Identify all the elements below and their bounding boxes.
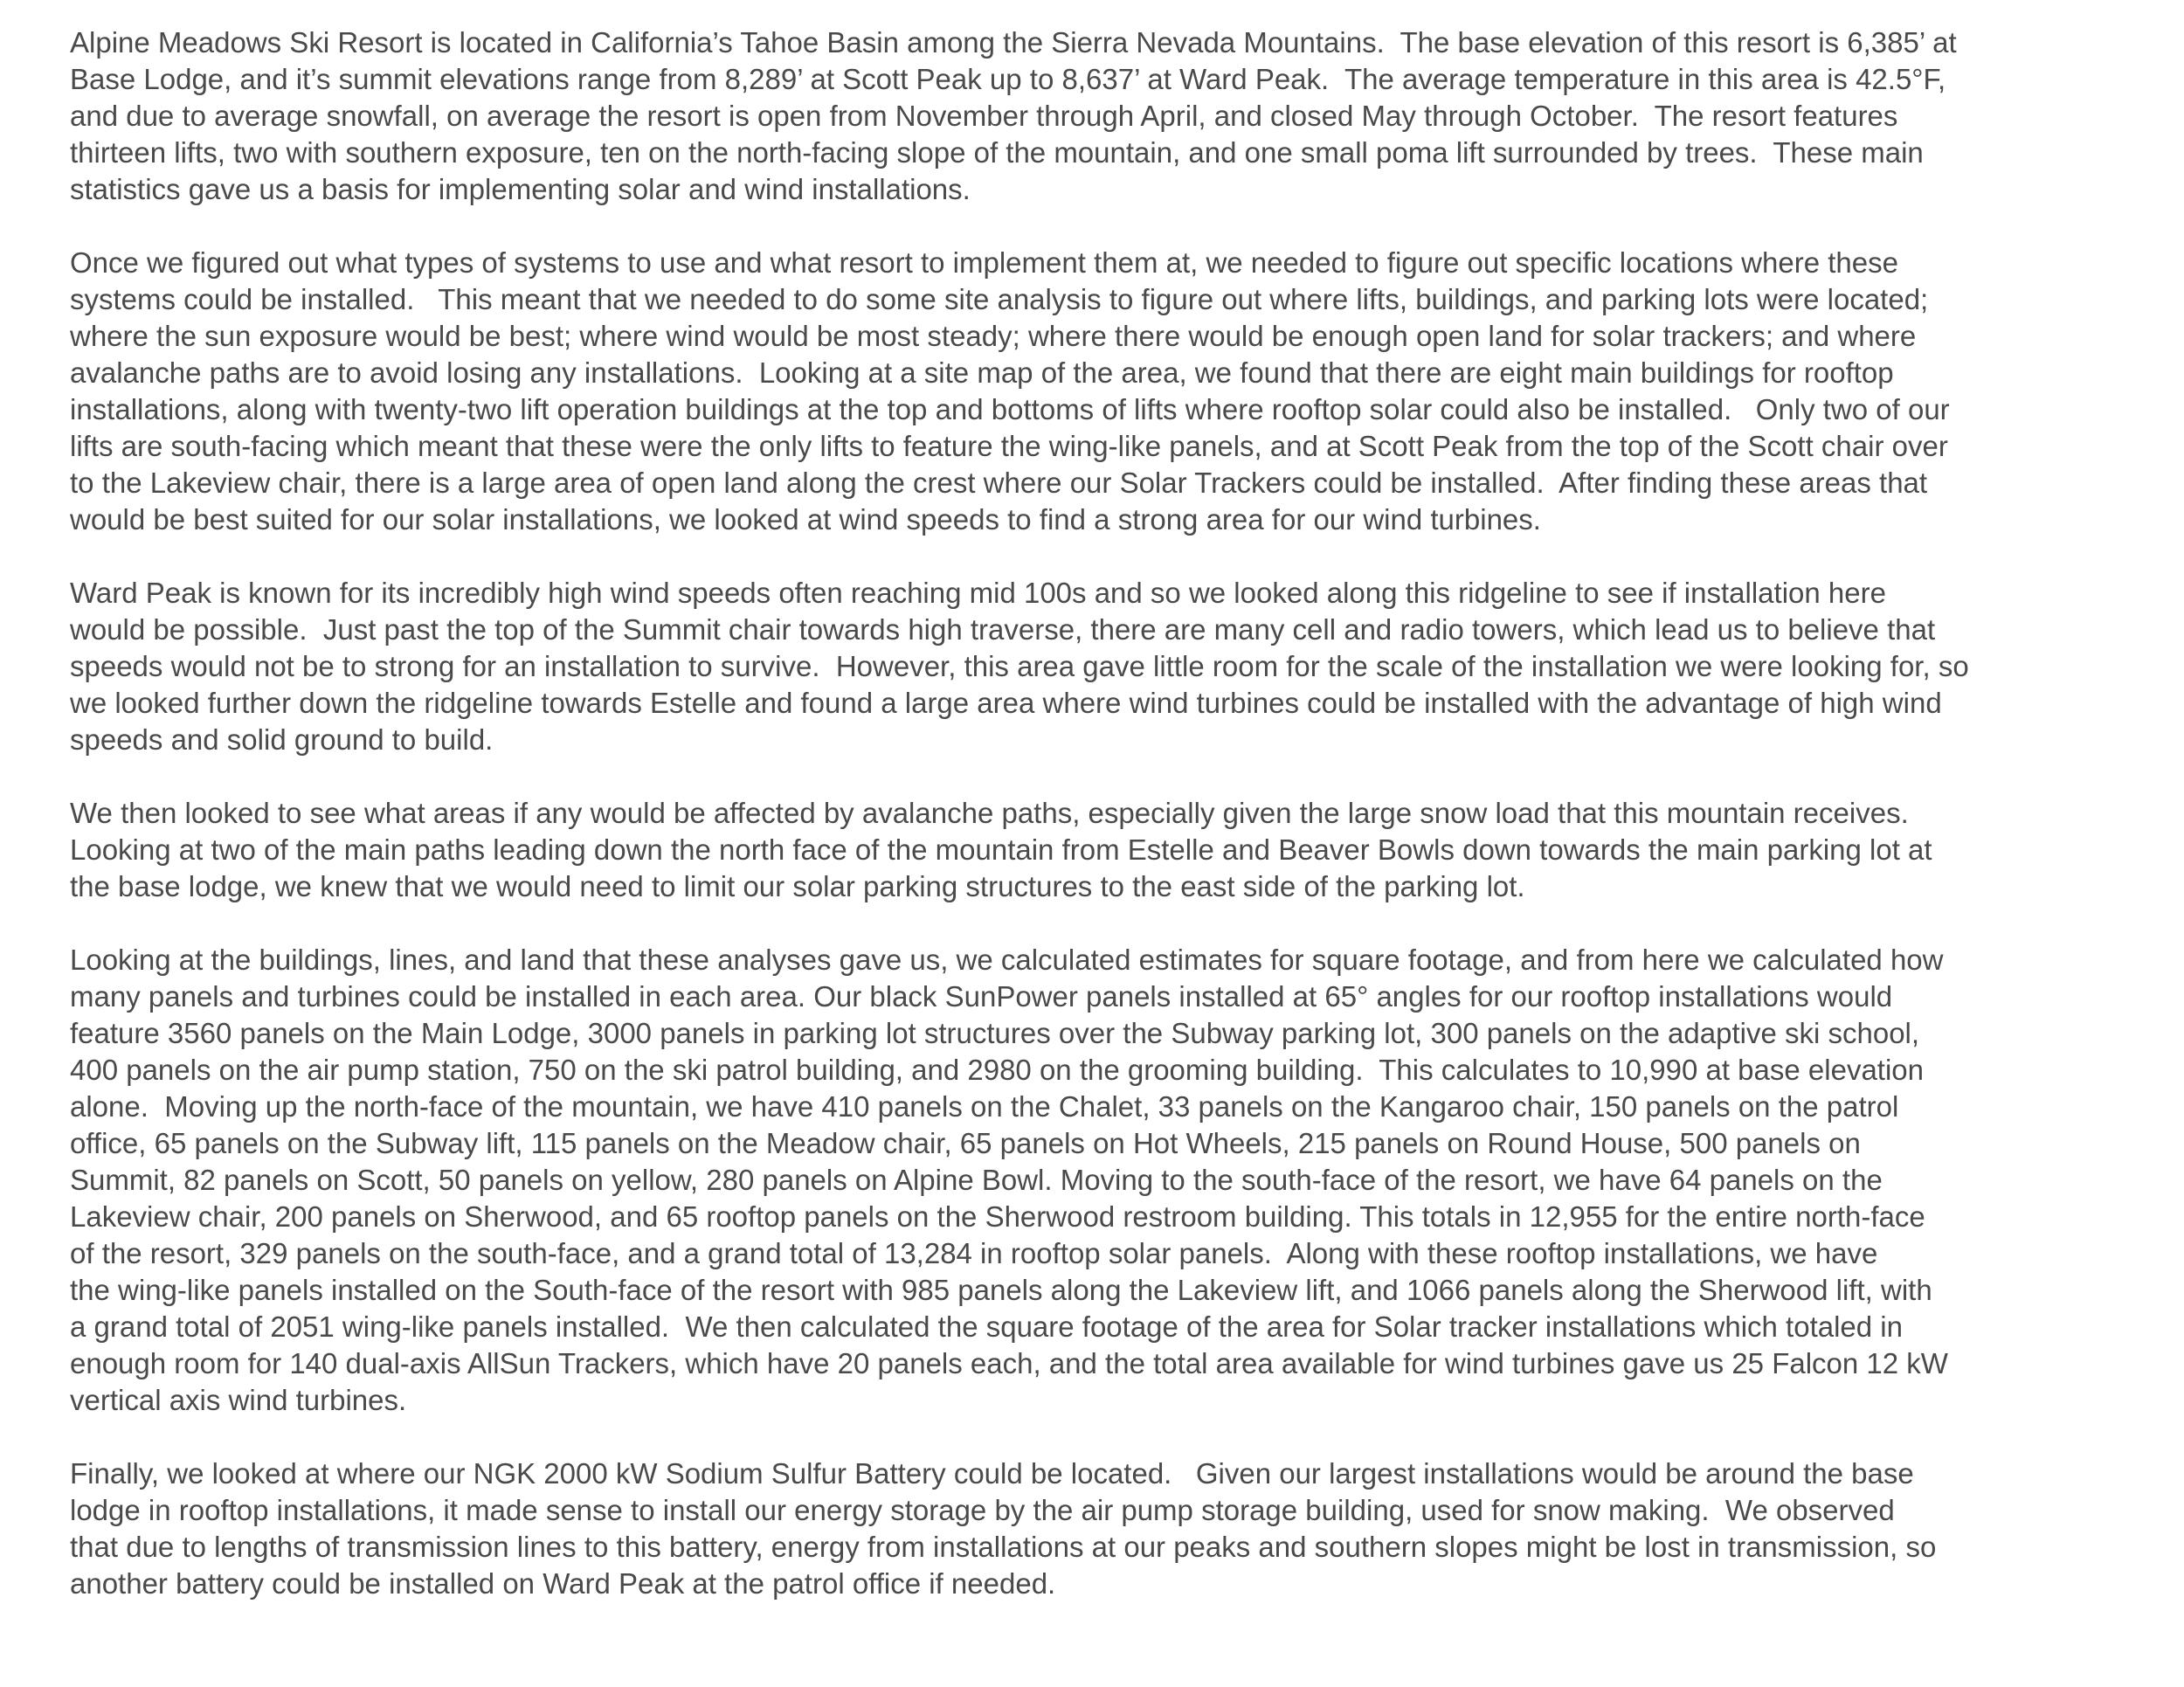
paragraph-battery-storage [70, 1455, 2114, 1602]
text-line: Lakeview chair, 200 panels on Sherwood, and 65 rooftop panels on the Sherwood restroom building. This totals in 12,955 for the entire north-face [70, 1200, 1925, 1233]
text-line: vertical axis wind turbines. [70, 1384, 407, 1416]
text-line: Base Lodge, and it’s summit elevations range from 8,289’ at Scott Peak up to 8,637’ at Ward Peak. The average temperature in this area is 42.5°F, [70, 63, 1946, 95]
text-line: Summit, 82 panels on Scott, 50 panels on yellow, 280 panels on Alpine Bowl. Moving to the south-face of the resort, we have 64 panels on the [70, 1164, 1883, 1196]
text-line: systems could be installed. This meant that we needed to do some site analysis to figure out where lifts, buildings, and parking lots were located; [70, 283, 1929, 315]
paragraph-panel-estimates [70, 942, 2114, 1419]
text-line: Once we figured out what types of systems to use and what resort to implement them at, we needed to figure out specific locations where these [70, 246, 1898, 279]
text-line: speeds and solid ground to build. [70, 723, 494, 756]
text-line: many panels and turbines could be installed in each area. Our black SunPower panels installed at 65° angles for our rooftop installations would [70, 980, 1893, 1013]
text-line: and due to average snowfall, on average the resort is open from November through April, and closed May through October. The resort features [70, 100, 1898, 132]
text-line: Alpine Meadows Ski Resort is located in California’s Tahoe Basin among the Sierra Nevada Mountains. The base elevation of this resort is 6,385’ at [70, 26, 1957, 59]
document-body [70, 24, 2114, 1639]
text-line: a grand total of 2051 wing-like panels installed. We then calculated the square footage of the area for Solar tracker installations which totaled in [70, 1310, 1903, 1343]
paragraph-avalanche-paths [70, 795, 2114, 905]
paragraph-site-analysis [70, 245, 2114, 538]
text-line: We then looked to see what areas if any would be affected by avalanche paths, especially given the large snow load that this mountain receives. [70, 797, 1909, 829]
text-line: feature 3560 panels on the Main Lodge, 3000 panels in parking lot structures over the Subway parking lot, 300 panels on the adaptive ski school, [70, 1017, 1920, 1049]
text-line: office, 65 panels on the Subway lift, 115 panels on the Meadow chair, 65 panels on Hot Wheels, 215 panels on Round House, 500 panels on [70, 1127, 1861, 1159]
text-line: the base lodge, we knew that we would need to limit our solar parking structures to the east side of the parking lot. [70, 870, 1525, 902]
text-line: lodge in rooftop installations, it made sense to install our energy storage by the air pump storage building, used for snow making. We observed [70, 1494, 1895, 1526]
text-line: we looked further down the ridgeline towards Estelle and found a large area where wind turbines could be installed with the advantage of high wind [70, 687, 1942, 719]
text-line: the wing-like panels installed on the South-face of the resort with 985 panels along the Lakeview lift, and 1066 panels along the Sherwood lift, with [70, 1274, 1932, 1306]
text-line: lifts are south-facing which meant that these were the only lifts to feature the wing-like panels, and at Scott Peak from the top of the Scott chair over [70, 430, 1948, 462]
text-line: 400 panels on the air pump station, 750 on the ski patrol building, and 2980 on the grooming building. This calculates to 10,990 at base elevation [70, 1054, 1925, 1086]
text-line: would be possible. Just past the top of the Summit chair towards high traverse, there are many cell and radio towers, which lead us to believe that [70, 613, 1936, 646]
text-line: would be best suited for our solar installations, we looked at wind speeds to find a strong area for our wind turbines. [70, 503, 1541, 536]
text-line: where the sun exposure would be best; where wind would be most steady; where there would be enough open land for solar trackers; and where [70, 320, 1917, 352]
text-line: avalanche paths are to avoid losing any installations. Looking at a site map of the area, we found that there are eight main buildings for rooftop [70, 356, 1894, 389]
paragraph-resort-overview [70, 24, 2114, 208]
text-line: installations, along with twenty-two lift operation buildings at the top and bottoms of lifts where rooftop solar could also be installed. Only two of our [70, 393, 1950, 425]
text-line: Looking at two of the main paths leading down the north face of the mountain from Estelle and Beaver Bowls down towards the main parking lot at [70, 833, 1932, 866]
text-line: that due to lengths of transmission lines to this battery, energy from installations at our peaks and southern slopes might be lost in transmission, so [70, 1531, 1937, 1563]
text-line: of the resort, 329 panels on the south-face, and a grand total of 13,284 in rooftop solar panels. Along with these rooftop installations, we have [70, 1237, 1878, 1269]
text-line: Finally, we looked at where our NGK 2000 kW Sodium Sulfur Battery could be located. Given our largest installations would be around the base [70, 1457, 1914, 1490]
paragraph-wind-analysis [70, 575, 2114, 758]
text-line: Ward Peak is known for its incredibly high wind speeds often reaching mid 100s and so we looked along this ridgeline to see if installation here [70, 577, 1886, 609]
text-line: thirteen lifts, two with southern exposure, ten on the north-facing slope of the mountain, and one small poma lift surrounded by trees. These main [70, 136, 1924, 169]
text-line: enough room for 140 dual-axis AllSun Trackers, which have 20 panels each, and the total area available for wind turbines gave us 25 Falcon 12 kW [70, 1347, 1948, 1379]
text-line: to the Lakeview chair, there is a large area of open land along the crest where our Solar Trackers could be installed. After finding these areas that [70, 467, 1928, 499]
text-line: alone. Moving up the north-face of the mountain, we have 410 panels on the Chalet, 33 panels on the Kangaroo chair, 150 panels on the patrol [70, 1090, 1899, 1123]
text-line: another battery could be installed on Ward Peak at the patrol office if needed. [70, 1567, 1056, 1600]
text-line: speeds would not be to strong for an installation to survive. However, this area gave little room for the scale of the installation we were looking for, so [70, 650, 1969, 682]
text-line: Looking at the buildings, lines, and land that these analyses gave us, we calculated estimates for square footage, and from here we calculated how [70, 944, 1944, 976]
text-line: statistics gave us a basis for implementing solar and wind installations. [70, 173, 971, 205]
